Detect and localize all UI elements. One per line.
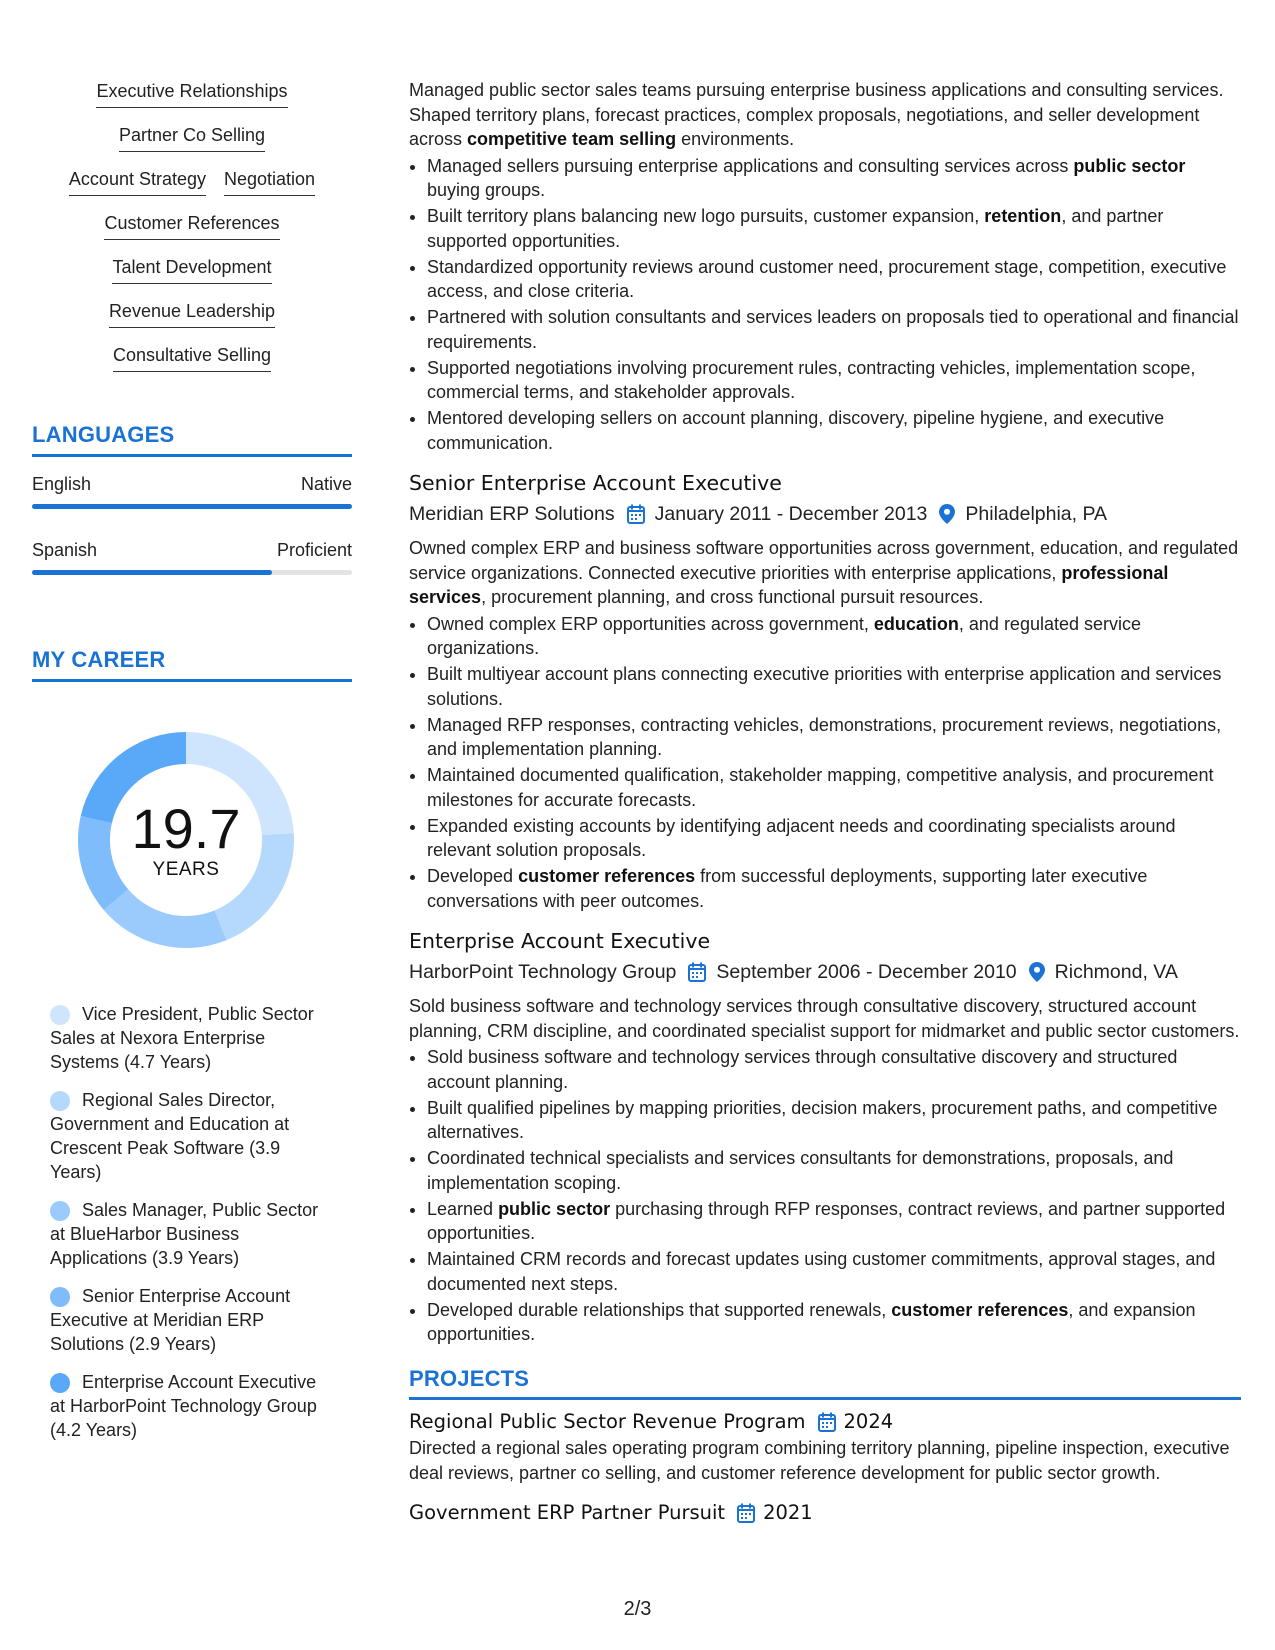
job-bullets (409, 1045, 1241, 1347)
skill-row (96, 80, 287, 108)
bullet-item: • Maintained CRM records and forecast updates using customer commitments, approval stages, and documented next steps. (427, 1247, 1241, 1296)
career-legend-text: Regional Sales Director, Government and Education at Crescent Peak Software (3.9 Years) (50, 1090, 290, 1182)
legend-dot-icon (50, 1201, 70, 1221)
language-bar-fill (32, 504, 352, 509)
career-legend-text: Vice President, Public Sector Sales at Nexora Enterprise Systems (4.7 Years) (50, 1004, 314, 1072)
job-location: Richmond, VA (1054, 961, 1178, 983)
bullet-item: • Managed sellers pursuing enterprise applications and consulting services across public sector buying groups. (427, 154, 1241, 203)
job-location: Philadelphia, PA (965, 503, 1108, 525)
project-year: 2024 (843, 1410, 894, 1433)
bullet-item: • Built qualified pipelines by mapping priorities, decision makers, procurement paths, and competitive alternatives. (427, 1096, 1241, 1145)
legend-dot-icon (50, 1373, 70, 1393)
bullet-item: • Standardized opportunity reviews around customer need, procurement stage, competition, executive access, and close criteria. (427, 255, 1241, 304)
language-name: Spanish (32, 540, 98, 560)
job-meta (409, 958, 1241, 986)
skill-row (69, 168, 315, 196)
languages-heading: LANGUAGES (32, 422, 352, 457)
skill-tag: Executive Relationships (96, 80, 287, 108)
project-title-row (409, 1499, 1241, 1527)
legend-dot-icon (50, 1091, 70, 1111)
project-description: Directed a regional sales operating program combining territory planning, pipeline inspection, executive deal reviews, partner co selling, and customer reference development for public sector growth. (409, 1438, 1230, 1483)
bullet-item: • Learned public sector purchasing through RFP responses, contract reviews, and partner supported opportunities. (427, 1197, 1241, 1246)
language-spanish (32, 539, 352, 575)
bullet-item: • Coordinated technical specialists and services consultants for demonstrations, proposals, and implementation scoping. (427, 1146, 1241, 1195)
legend-dot-icon (50, 1287, 70, 1307)
career-legend-item (50, 1370, 325, 1442)
language-bar-fill (32, 570, 272, 575)
project-name: Government ERP Partner Pursuit (409, 1501, 726, 1524)
skill-row (104, 212, 279, 240)
language-bar (32, 570, 352, 575)
skill-row (112, 256, 271, 284)
left-column (32, 80, 352, 1456)
job-dates: September 2006 - December 2010 (716, 961, 1017, 983)
job-title: Senior Enterprise Account Executive (409, 471, 782, 495)
right-column (409, 78, 1241, 1527)
bullet-item: • Managed RFP responses, contracting vehicles, demonstrations, procurement reviews, negotiations, and implementation planning. (427, 713, 1241, 762)
bullet-item: • Maintained documented qualification, stakeholder mapping, competitive analysis, and procurement milestones for accurate forecasts. (427, 763, 1241, 812)
bullet-item: • Developed customer references from successful deployments, supporting later executive conversations with peer outcomes. (427, 864, 1241, 913)
job-entry (409, 469, 1241, 913)
language-english (32, 473, 352, 509)
job-bullets (409, 612, 1241, 914)
bullet-item: • Supported negotiations involving procurement rules, contracting vehicles, implementation scope, commercial terms, and stakeholder approvals. (427, 356, 1241, 405)
bullet-item: • Sold business software and technology services through consultative discovery and structured account planning. (427, 1045, 1241, 1094)
project-name: Regional Public Sector Revenue Program (409, 1410, 806, 1433)
skill-tag: Account Strategy (69, 168, 206, 196)
career-legend-item (50, 1088, 325, 1184)
project-title-row (409, 1408, 1241, 1436)
bullet-item: • Built territory plans balancing new logo pursuits, customer expansion, retention, and partner supported opportunities. (427, 204, 1241, 253)
skill-tag: Partner Co Selling (119, 124, 265, 152)
skill-tag: Revenue Leadership (109, 300, 275, 328)
career-heading: MY CAREER (32, 647, 352, 682)
job-dates: January 2011 - December 2013 (654, 503, 928, 525)
job-company: Meridian ERP Solutions (409, 503, 615, 525)
skill-tag: Consultative Selling (113, 344, 271, 372)
job-entry (409, 927, 1241, 1347)
location-pin-icon (1029, 962, 1045, 982)
language-bar (32, 504, 352, 509)
career-legend-text: Enterprise Account Executive at HarborPoint Technology Group (4.2 Years) (50, 1372, 317, 1440)
project-year: 2021 (763, 1501, 813, 1524)
calendar-icon (737, 1503, 755, 1523)
skill-row (119, 124, 265, 152)
skills-list (32, 80, 352, 388)
calendar-icon (627, 504, 645, 524)
career-legend-text: Senior Enterprise Account Executive at Meridian ERP Solutions (2.9 Years) (50, 1286, 291, 1354)
language-level: Native (300, 474, 352, 494)
career-legend-text: Sales Manager, Public Sector at BlueHarbor Business Applications (3.9 Years) (50, 1200, 319, 1268)
bullet-item: • Built multiyear account plans connecting executive priorities with enterprise application and services solutions. (427, 662, 1241, 711)
bullet-item: • Developed durable relationships that supported renewals, customer references, and expansion opportunities. (427, 1298, 1241, 1347)
language-name: English (32, 474, 92, 494)
skill-row (113, 344, 271, 372)
career-total-years: 19.7 (131, 797, 241, 860)
skill-tag: Talent Development (112, 256, 271, 284)
role-summary: Managed public sector sales teams pursuing enterprise business applications and consulting services. Shaped territory plans, forecast practices, complex proposals, negotiations, and seller development across competitive team selling environments. (409, 80, 1224, 149)
job-summary: Owned complex ERP and business software opportunities across government, education, and regulated service organizations. Connected executive priorities with enterprise applications, professional services, procurement planning, and cross functional pursuit resources. (409, 538, 1239, 607)
career-legend (50, 1002, 325, 1442)
calendar-icon (688, 962, 706, 982)
bullet-item: • Expanded existing accounts by identifying adjacent needs and coordinating specialists around relevant solution proposals. (427, 814, 1241, 863)
role-bullets (409, 154, 1241, 456)
career-total-unit: YEARS (152, 859, 220, 880)
career-legend-item (50, 1284, 325, 1356)
job-meta (409, 500, 1241, 528)
location-pin-icon (939, 504, 955, 524)
language-level: Proficient (276, 540, 352, 560)
career-legend-item (50, 1198, 325, 1270)
project-entry (409, 1499, 1241, 1527)
skill-tag: Negotiation (224, 168, 315, 196)
career-legend-item (50, 1002, 325, 1074)
project-entry (409, 1408, 1241, 1485)
bullet-item: • Owned complex ERP opportunities across government, education, and regulated service organizations. (427, 612, 1241, 661)
legend-dot-icon (50, 1005, 70, 1025)
bullet-item: • Partnered with solution consultants and services leaders on proposals tied to operational and financial requirements. (427, 305, 1241, 354)
donut-center (66, 720, 306, 960)
job-company: HarborPoint Technology Group (409, 961, 677, 983)
job-title: Enterprise Account Executive (409, 929, 711, 953)
skill-tag: Customer References (104, 212, 279, 240)
projects-heading: PROJECTS (409, 1367, 1241, 1401)
bullet-item: • Mentored developing sellers on account planning, discovery, pipeline hygiene, and executive communication. (427, 406, 1241, 455)
skill-row (109, 300, 275, 328)
calendar-icon (818, 1412, 836, 1432)
page-number: 2/3 (623, 1598, 652, 1620)
job-summary: Sold business software and technology services through consultative discovery, structured account planning, CRM discipline, and coordinated specialist support for midmarket and public sector customers. (409, 996, 1240, 1041)
career-donut-chart (66, 720, 306, 960)
